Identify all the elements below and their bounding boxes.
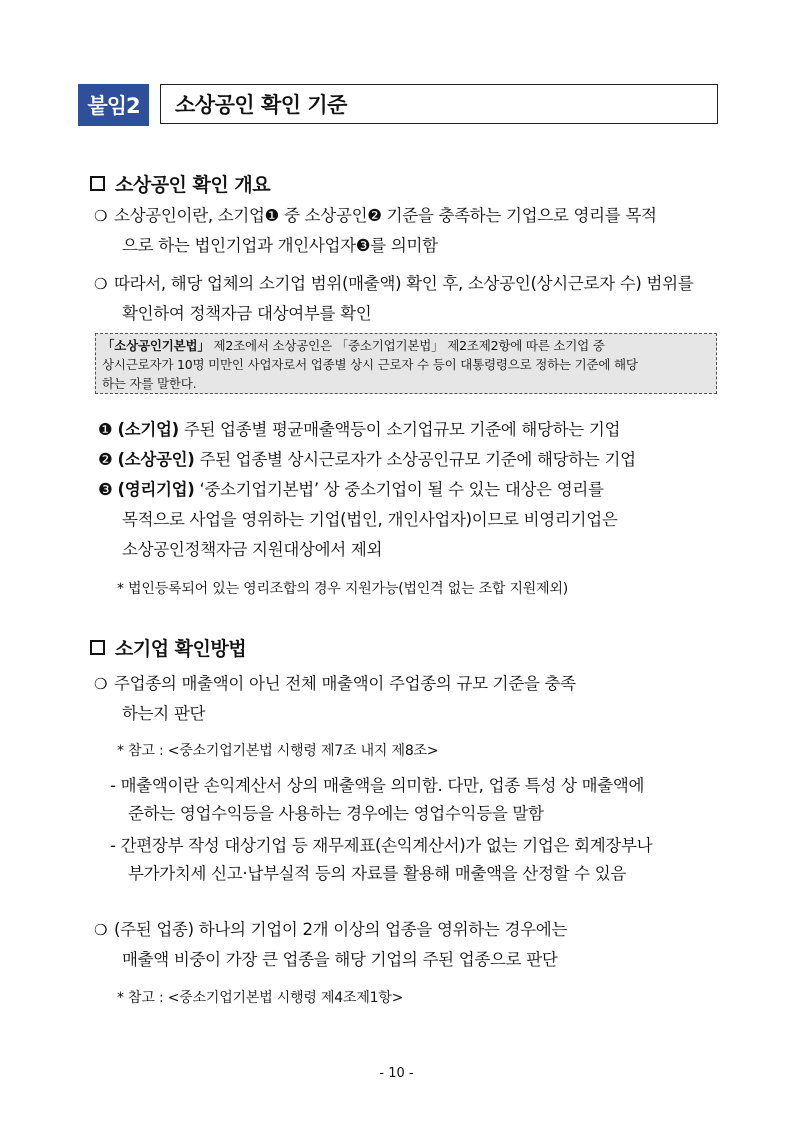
- simple-ledger-line1: - 간편장부 작성 대상기업 등 재무제표(손익계산서)가 없는 기업은 회계장부나: [110, 836, 653, 855]
- sales-definition-line1: - 매출액이란 손익계산서 상의 매출액을 의미함. 다만, 업종 특성 상 매출액에: [110, 776, 645, 795]
- method-item-2-line1: ❍ (주된 업종) 하나의 기업이 2개 이상의 업종을 영위하는 경우에는: [94, 920, 568, 939]
- note-for-profit-line2: 목적으로 사업을 영위하는 기업(법인, 개인사업자)이므로 비영리기업은: [122, 510, 618, 529]
- section-heading-overview: [90, 170, 270, 197]
- footnote-union: * 법인등록되어 있는 영리조합의 경우 지원가능(법인격 없는 조합 지원제외): [117, 581, 569, 597]
- sales-definition-line2: 준하는 영업수익등을 사용하는 경우에는 영업수익등을 말함: [128, 804, 544, 823]
- method-item-2-line2: 매출액 비중이 가장 큰 업종을 해당 기업의 주된 업종으로 판단: [122, 950, 558, 969]
- reference-note-2: * 참고 : <중소기업기본법 시행령 제4조제1항>: [117, 990, 404, 1006]
- attachment-badge: 붙임2: [78, 84, 149, 126]
- circle-bullet-icon: ❍: [94, 207, 108, 225]
- note-for-profit-line3: 소상공인정책자금 지원대상에서 제외: [122, 540, 383, 559]
- note-small-business: ❶ (소기업) 주된 업종별 평균매출액등이 소기업규모 기준에 해당하는 기업: [98, 420, 621, 439]
- overview-item-1-line1: ❍ 소상공인이란, 소기업❶ 중 소상공인❷ 기준을 충족하는 기업으로 영리를 목적: [94, 206, 657, 225]
- page-title: 소상공인 확인 기준: [160, 84, 718, 124]
- reference-note-1: * 참고 : <중소기업기본법 시행령 제7조 내지 제8조>: [117, 743, 439, 759]
- circle-bullet-icon: ❍: [94, 275, 108, 293]
- section-title: 소상공인 확인 개요: [115, 174, 271, 196]
- checkbox-square-icon: [90, 640, 105, 655]
- note-micro-business: ❷ (소상공인) 주된 업종별 상시근로자가 소상공인규모 기준에 해당하는 기업: [98, 450, 636, 469]
- page-number: - 10 -: [379, 1066, 414, 1081]
- overview-item-1-line2: 으로 하는 법인기업과 개인사업자❸를 의미함: [122, 236, 438, 255]
- checkbox-square-icon: [90, 176, 105, 191]
- note-for-profit: ❸ (영리기업) ‘중소기업기본법’ 상 중소기업이 될 수 있는 대상은 영리를: [98, 480, 604, 499]
- simple-ledger-line2: 부가가치세 신고·납부실적 등의 자료를 활용해 매출액을 산정할 수 있음: [128, 864, 627, 883]
- overview-item-2-line2: 확인하여 정책자금 대상여부를 확인: [122, 304, 372, 323]
- section-heading-method: [90, 634, 246, 661]
- law-quote-box: 「소상공인기본법」 제2조에서 소상공인은 「중소기업기본법」 제2조제2항에 따른 소기업 중 상시근로자가 10명 미만인 사업자로서 업종별 상시 근로자 수 등이 대통령령으로 정하는 기준에 해당 하는 자를 말한다.: [95, 333, 717, 394]
- circle-bullet-icon: ❍: [94, 675, 108, 693]
- section-title: 소기업 확인방법: [115, 638, 247, 660]
- method-item-1-line2: 하는지 판단: [122, 704, 206, 723]
- circle-bullet-icon: ❍: [94, 921, 108, 939]
- overview-item-2-line1: ❍ 따라서, 해당 업체의 소기업 범위(매출액) 확인 후, 소상공인(상시근로자 수) 범위를: [94, 274, 694, 293]
- method-item-1-line1: ❍ 주업종의 매출액이 아닌 전체 매출액이 주업종의 규모 기준을 충족: [94, 674, 576, 693]
